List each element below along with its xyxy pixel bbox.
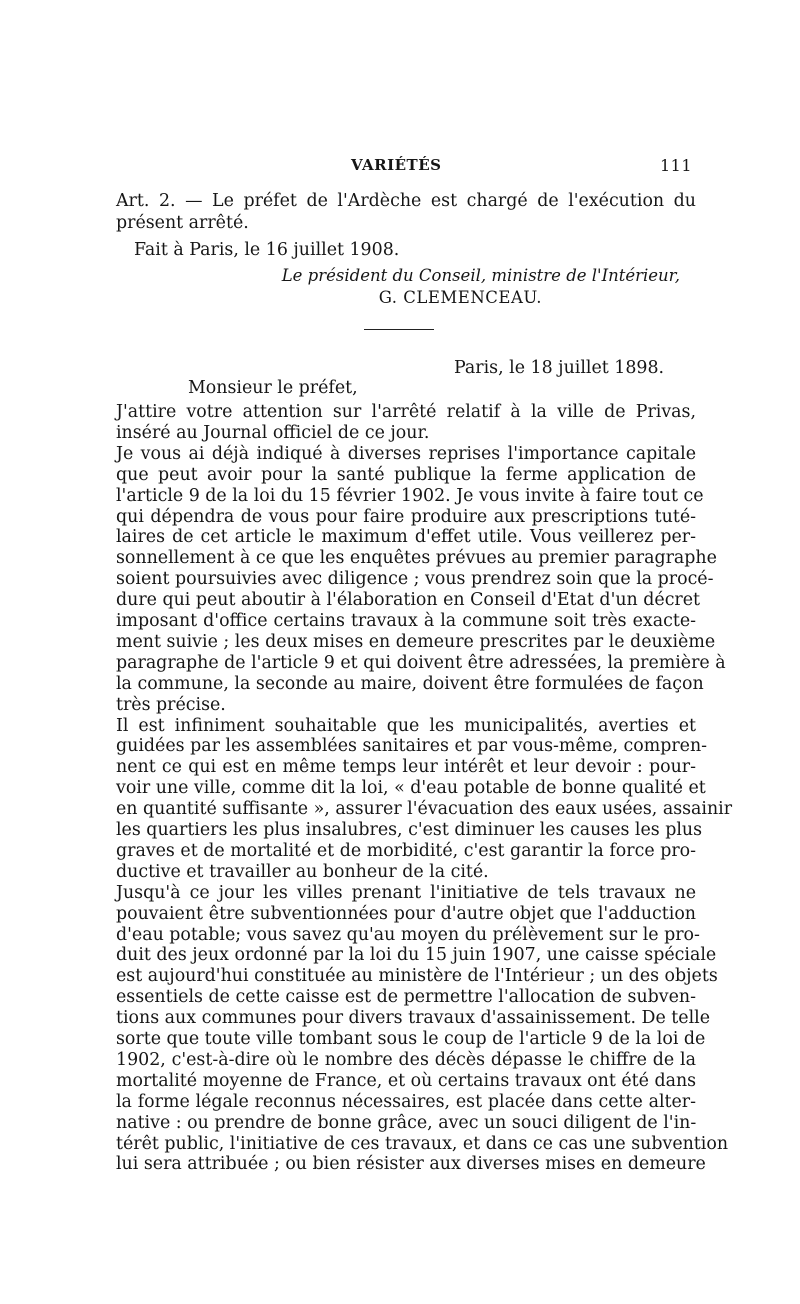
letter-line: sorte que toute ville tombant sous le coup de l'article 9 de la loi de	[116, 1029, 706, 1049]
letter-line: la forme légale reconnus nécessaires, est placée dans cette alter-	[116, 1091, 696, 1112]
letter-line: ment suivie ; les deux mises en demeure prescrites par le deuxième	[116, 631, 716, 652]
letter-line: nent ce qui est en même temps leur intérêt et leur devoir : pour-	[116, 757, 696, 778]
letter-line: Il est infiniment souhaitable que les municipalités, averties et	[116, 715, 696, 736]
letter-line: Je vous ai déjà indiqué à diverses reprises l'importance capitale	[116, 443, 696, 464]
signatory-title: Le président du Conseil, ministre de l'Intérieur,	[281, 266, 680, 285]
letter-line: l'article 9 de la loi du 15 février 1902. Je vous invite à faire tout ce	[116, 485, 704, 506]
decree-line: présent arrêté.	[116, 213, 249, 233]
decree-date: Fait à Paris, le 16 juillet 1908.	[134, 240, 400, 260]
letter-line: ductive et travailler au bonheur de la cité.	[116, 861, 489, 882]
letter-line: voir une ville, comme dit la loi, « d'eau potable de bonne qualité et	[116, 778, 706, 799]
letter-line: que peut avoir pour la santé publique la ferme application de	[116, 464, 696, 485]
letter-line: tions aux communes pour divers travaux d'assainissement. De telle	[116, 1008, 710, 1029]
letter-line: dure qui peut aboutir à l'élaboration en Conseil d'Etat d'un décret	[116, 590, 701, 611]
letter-line: la commune, la seconde au maire, doivent être formulées de façon	[116, 673, 704, 694]
letter-line: qui dépendra de vous pour faire produire aux prescriptions tuté-	[116, 506, 696, 527]
letter-line: mortalité moyenne de France, et où certains travaux ont été dans	[116, 1070, 697, 1091]
letter-line: inséré au Journal officiel de ce jour.	[116, 422, 430, 443]
letter-line: en quantité suffisante », assurer l'évacuation des eaux usées, assainir	[116, 799, 733, 820]
page-number: 111	[660, 156, 693, 175]
letter-line: paragraphe de l'article 9 et qui doivent être adressées, la première à	[116, 652, 726, 673]
letter-line: Jusqu'à ce jour les villes prenant l'initiative de tels travaux ne	[116, 882, 696, 903]
letter-line: soient poursuivies avec diligence ; vous prendrez soin que la procé-	[116, 569, 714, 590]
letter-line: laires de cet article le maximum d'effet utile. Vous veillerez per-	[116, 527, 696, 548]
letter-line: très précise.	[116, 694, 226, 715]
letter-line: est aujourd'hui constituée au ministère de l'Intérieur ; un des objets	[116, 966, 718, 987]
letter-line: guidées par les assemblées sanitaires et par vous-même, compren-	[116, 736, 708, 757]
letter-line: d'eau potable; vous savez qu'au moyen du prélèvement sur le pro-	[116, 924, 700, 945]
letter-line: 1902, c'est-à-dire où le nombre des décès dépasse le chiffre de la	[116, 1049, 696, 1070]
decree-line: Art. 2. — Le préfet de l'Ardèche est chargé de l'exécution du	[116, 191, 696, 211]
letter-line: duit des jeux ordonné par la loi du 15 juin 1907, une caisse spéciale	[116, 945, 717, 966]
letter-line: J'attire votre attention sur l'arrêté relatif à la ville de Privas,	[116, 402, 696, 422]
letter-line: lui sera attribuée ; ou bien résister aux diverses mises en demeure	[116, 1154, 706, 1175]
letter-line: essentiels de cette caisse est de permettre l'allocation de subven-	[116, 987, 696, 1008]
signatory-name: G. CLEMENCEAU.	[378, 288, 542, 307]
section-divider	[364, 329, 434, 330]
letter-line: graves et de mortalité et de morbidité, c'est garantir la force pro-	[116, 840, 696, 861]
letter-line: native : ou prendre de bonne grâce, avec un souci diligent de l'in-	[116, 1112, 697, 1133]
letter-salutation: Monsieur le préfet,	[188, 378, 358, 398]
letter-place-date: Paris, le 18 juillet 1898.	[454, 358, 665, 378]
letter-line: imposant d'office certains travaux à la commune soit très exacte-	[116, 611, 696, 631]
running-title: VARIÉTÉS	[351, 156, 442, 174]
letter-line: sonnellement à ce que les enquêtes prévues au premier paragraphe	[116, 548, 717, 569]
letter-line: les quartiers les plus insalubres, c'est diminuer les causes les plus	[116, 820, 703, 840]
letter-line: pouvaient être subventionnées pour d'autre objet que l'adduction	[116, 903, 696, 924]
letter-line: térêt public, l'initiative de ces travaux, et dans ce cas une subvention	[116, 1133, 729, 1154]
